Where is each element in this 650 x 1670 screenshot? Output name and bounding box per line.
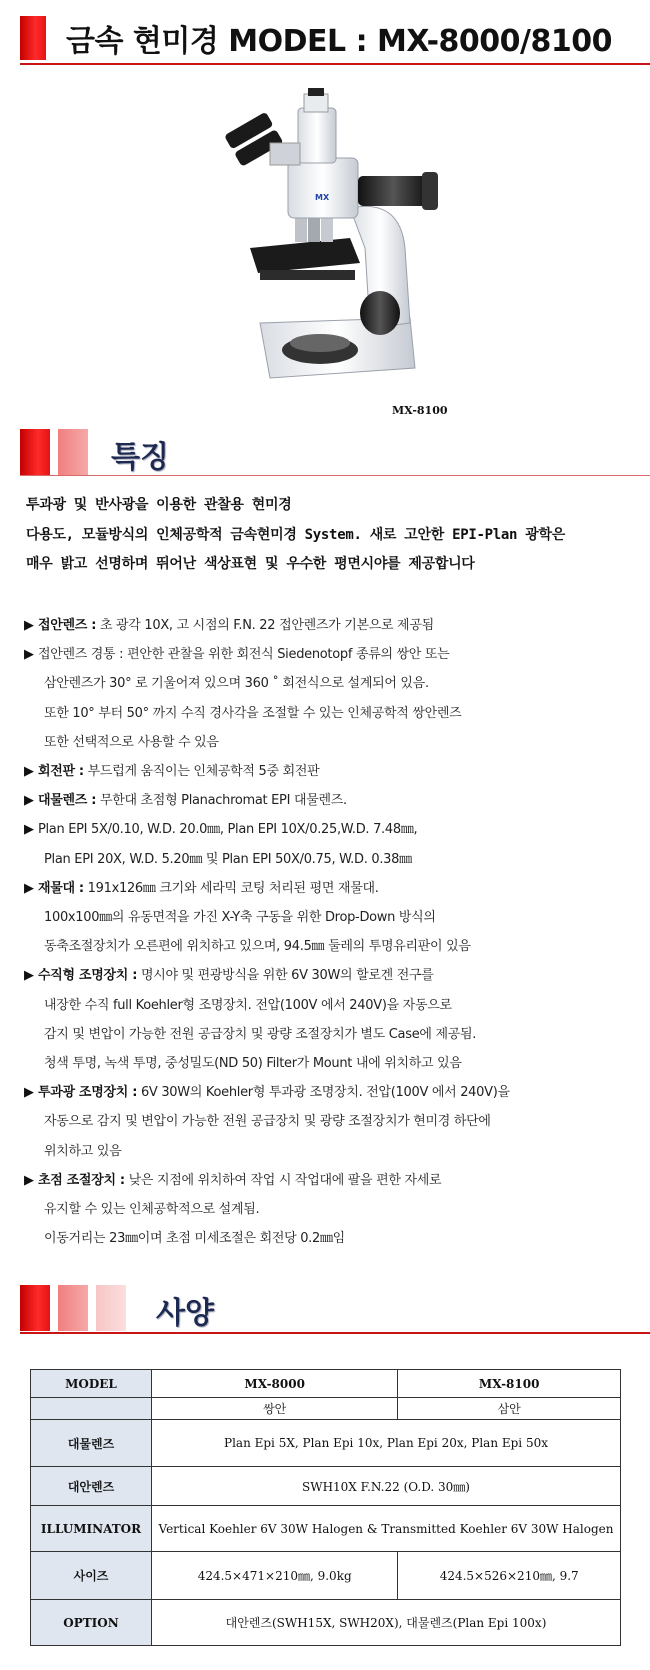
feature-line: [24, 818, 417, 837]
section-block-3: [96, 1285, 126, 1331]
feature-text: 유지할 수 있는 인체공학적으로 설계됨.: [44, 1202, 260, 1217]
table-row: [31, 1467, 621, 1506]
feature-text: 위치하고 있음: [44, 1143, 122, 1159]
section-block-2: [58, 429, 88, 475]
model-label: MODEL: [31, 1370, 152, 1398]
feature-label: 수직형 조명장치 :: [37, 968, 138, 984]
feature-text: 접안렌즈 경통 : 편안한 관찰을 위한 회전식 Siedenotopf 종류의 쌍안 또는: [37, 647, 450, 663]
feature-line: [24, 789, 347, 808]
bullet-arrow-icon: ▶: [24, 968, 38, 984]
feature-text: 또한 10° 부터 50° 까지 수직 경사각을 조절할 수 있는 인체공학적 쌍안렌즈: [44, 705, 462, 721]
row-value: Plan Epi 5X, Plan Epi 10x, Plan Epi 20x, Plan Epi 50x: [152, 1420, 621, 1467]
feature-line: [24, 1169, 441, 1188]
feature-text: 자동으로 감지 및 변압이 가능한 전원 공급장치 및 광량 조절장치가 현미경 하단에: [44, 1114, 491, 1130]
feature-line: [24, 877, 379, 896]
bullet-arrow-icon: ▶: [24, 647, 38, 663]
intro-line: 매우 밝고 선명하며 뛰어난 색상표현 및 우수한 평면시야를 제공합니다: [26, 556, 475, 572]
feature-line: [44, 1227, 345, 1246]
feature-text: 초 광각 10X, 고 시점의 F.N. 22 접안렌즈가 기본으로 제공됨: [96, 618, 434, 633]
option-label: OPTION: [31, 1600, 152, 1646]
feature-line: [44, 906, 436, 925]
header-divider: [20, 63, 650, 65]
feature-label: 접안렌즈 :: [37, 618, 97, 633]
feature-line: [44, 1052, 462, 1071]
section-block-1: [20, 429, 50, 475]
intro-line: 투과광 및 반사광을 이용한 관찰용 현미경: [26, 497, 292, 513]
feature-text: 191x126㎜ 크기와 세라믹 코팅 처리된 평면 재물대.: [83, 880, 379, 896]
spec-title: 사양: [156, 1296, 214, 1331]
feature-text: 이동거리는 23㎜이며 초점 미세조절은 회전당 0.2㎜임: [44, 1231, 345, 1247]
row-label: ILLUMINATOR: [31, 1506, 152, 1552]
features-divider: [20, 475, 650, 476]
feature-line: [44, 994, 452, 1013]
feature-line: [44, 1140, 121, 1159]
table-row: [31, 1420, 621, 1467]
section-block-1: [20, 1285, 50, 1331]
feature-text: 무한대 초점형 Planachromat EPI 대물렌즈.: [96, 793, 347, 809]
feature-text: 내장한 수직 full Koehler형 조명장치. 전압(100V 에서 240V)을 자동으로: [44, 997, 452, 1013]
table-row: [31, 1600, 621, 1646]
feature-text: 6V 30W의 Koehler형 투과광 조명장치. 전압(100V 에서 240V)을: [137, 1085, 510, 1101]
feature-text: 낮은 지점에 위치하여 작업 시 작업대에 팔을 편한 자세로: [124, 1172, 442, 1188]
feature-line: [44, 935, 471, 954]
bullet-arrow-icon: ▶: [24, 618, 38, 633]
features-title: 특징: [111, 440, 169, 475]
row-value: SWH10X F.N.22 (O.D. 30㎜): [152, 1467, 621, 1506]
feature-text: 삼안렌즈가 30° 로 기울어져 있으며 360 ˚ 회전식으로 설계되어 있음.: [44, 676, 429, 692]
spec-divider: [20, 1332, 650, 1334]
size-b: 424.5×526×210㎜, 9.7: [398, 1552, 621, 1600]
bullet-arrow-icon: ▶: [24, 793, 38, 809]
feature-text: 명시야 및 편광방식을 위한 6V 30W의 할로겐 전구를: [137, 968, 434, 984]
feature-label: 대물렌즈 :: [37, 793, 97, 809]
feature-line: [44, 848, 412, 867]
table-row: [31, 1370, 621, 1398]
sub-b: 삼안: [398, 1398, 621, 1420]
feature-line: [24, 643, 449, 662]
feature-text: 부드럽게 움직이는 인체공학적 5중 회전판: [83, 764, 320, 779]
feature-text: 동축조절장치가 오른편에 위치하고 있으며, 94.5㎜ 둘레의 투명유리판이 있음: [44, 939, 471, 955]
bullet-arrow-icon: ▶: [24, 764, 38, 779]
feature-line: [24, 760, 319, 779]
feature-text: 또한 선택적으로 사용할 수 있음: [44, 734, 219, 750]
feature-line: [44, 1198, 259, 1217]
bullet-arrow-icon: ▶: [24, 1085, 38, 1101]
feature-text: Plan EPI 5X/0.10, W.D. 20.0㎜, Plan EPI 10X/0.25,W.D. 7.48㎜,: [37, 822, 418, 838]
spec-table: [30, 1369, 621, 1646]
size-label: 사이즈: [31, 1552, 152, 1600]
microscope-image: [200, 88, 460, 398]
section-block-2: [58, 1285, 88, 1331]
feature-label: 투과광 조명장치 :: [37, 1085, 138, 1101]
row-label: 대안렌즈: [31, 1467, 152, 1506]
intro-line: 다용도, 모듈방식의 인체공학적 금속현미경 System. 새로 고안한 EPI-Plan 광학은: [26, 527, 565, 543]
feature-line: [24, 1081, 510, 1100]
feature-line: [44, 672, 429, 691]
feature-line: [24, 614, 434, 633]
feature-line: [44, 731, 219, 750]
feature-line: [44, 1110, 491, 1129]
row-value: Vertical Koehler 6V 30W Halogen & Transmitted Koehler 6V 30W Halogen: [152, 1506, 621, 1552]
size-a: 424.5×471×210㎜, 9.0kg: [152, 1552, 398, 1600]
feature-line: [44, 1023, 476, 1042]
sub-a: 쌍안: [152, 1398, 398, 1420]
feature-line: [24, 964, 433, 983]
feature-label: 재물대 :: [37, 880, 84, 896]
table-row: [31, 1552, 621, 1600]
model-b: MX-8100: [398, 1370, 621, 1398]
feature-text: Plan EPI 20X, W.D. 5.20㎜ 및 Plan EPI 50X/0.75, W.D. 0.38㎜: [44, 851, 412, 867]
page-title: 금속 현미경 MODEL : MX-8000/8100: [66, 24, 612, 59]
model-a: MX-8000: [152, 1370, 398, 1398]
photo-caption: MX-8100: [392, 404, 448, 417]
bullet-arrow-icon: ▶: [24, 1172, 38, 1188]
feature-text: 청색 투명, 녹색 투명, 중성밀도(ND 50) Filter가 Mount 내에 위치하고 있음: [44, 1056, 462, 1071]
table-row: [31, 1506, 621, 1552]
header-red-block: [20, 16, 46, 60]
feature-label: 초점 조절장치 :: [37, 1172, 125, 1188]
feature-text: 100x100㎜의 유동면적을 가진 X-Y축 구동을 위한 Drop-Down 방식의: [44, 910, 436, 925]
feature-text: 감지 및 변압이 가능한 전원 공급장치 및 광량 조절장치가 별도 Case에 제공됨.: [44, 1026, 477, 1042]
feature-label: 회전판 :: [37, 764, 84, 779]
empty-label-cell: [31, 1398, 152, 1420]
option-value: 대안렌즈(SWH15X, SWH20X), 대물렌즈(Plan Epi 100x): [152, 1600, 621, 1646]
table-row: [31, 1398, 621, 1420]
row-label: 대물렌즈: [31, 1420, 152, 1467]
bullet-arrow-icon: ▶: [24, 880, 38, 896]
bullet-arrow-icon: ▶: [24, 822, 38, 838]
feature-line: [44, 702, 461, 721]
svg-text:MX: MX: [315, 193, 330, 202]
